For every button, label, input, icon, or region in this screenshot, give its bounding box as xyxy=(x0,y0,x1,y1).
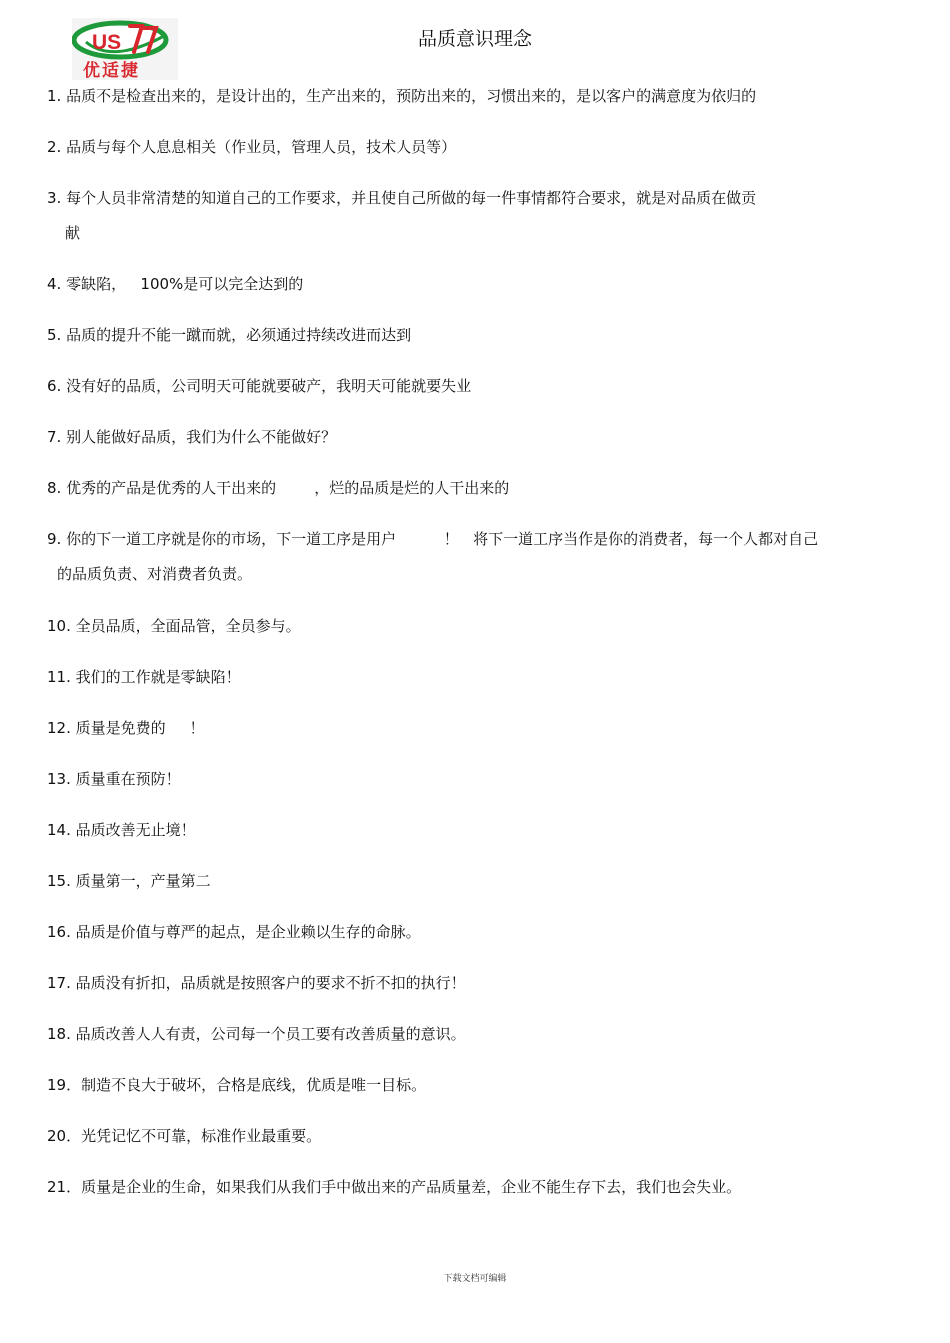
item-text: 质量是企业的生命，如果我们从我们手中做出来的产品质量差，企业不能生存下去，我们也会失业。 xyxy=(81,1178,742,1196)
item-text: 光凭记忆不可靠，标准作业最重要。 xyxy=(81,1127,322,1145)
list-item xyxy=(47,369,877,404)
list-item xyxy=(47,1017,877,1052)
item-number: 21． xyxy=(47,1178,82,1196)
item-text: 全员品质，全面品管，全员参与。 xyxy=(75,617,301,635)
item-number: 1. xyxy=(47,87,67,105)
item-number: 20． xyxy=(47,1127,82,1145)
footer-note: 下载文档可编辑 xyxy=(443,1274,507,1284)
item-text-continuation: 献 xyxy=(65,224,81,242)
item-number: 17. xyxy=(47,974,76,992)
item-number: 11. xyxy=(47,668,76,686)
logo-latin-text: US xyxy=(92,31,122,54)
item-number: 12. xyxy=(47,719,76,737)
item-number: 14. xyxy=(47,821,76,839)
item-text: 每个人员非常清楚的知道自己的工作要求，并且使自己所做的每一件事情都符合要求，就是对品质在做贡 xyxy=(66,189,757,207)
list-item xyxy=(47,130,877,165)
logo-chinese-text: 优适捷 xyxy=(83,61,140,80)
item-text: 品质与每个人息息相关（作业员，管理人员，技术人员等） xyxy=(66,138,457,156)
list-item xyxy=(47,471,877,506)
list-item xyxy=(47,1119,877,1154)
list-item xyxy=(47,813,877,848)
list-item xyxy=(47,79,877,114)
item-number: 16. xyxy=(47,923,76,941)
item-number: 5. xyxy=(47,326,67,344)
item-number: 7. xyxy=(47,428,67,446)
list-item xyxy=(47,267,877,302)
item-text: 品质是价值与尊严的起点，是企业赖以生存的命脉。 xyxy=(75,923,421,941)
item-text: 品质没有折扣，品质就是按照客户的要求不折不扣的执行！ xyxy=(75,974,466,992)
list-item xyxy=(47,609,877,644)
item-text: 品质改善人人有责，公司每一个员工要有改善质量的意识。 xyxy=(75,1025,466,1043)
list-item xyxy=(47,1170,877,1205)
list-item xyxy=(47,181,877,216)
item-text: 品质不是检查出来的，是设计出的，生产出来的，预防出来的，习惯出来的，是以客户的满意度为依归的 xyxy=(66,87,757,105)
item-number: 15. xyxy=(47,872,76,890)
item-number: 10. xyxy=(47,617,76,635)
item-text: 质量重在预防！ xyxy=(75,770,181,788)
item-number: 8. xyxy=(47,479,67,497)
item-text: 质量第一，产量第二 xyxy=(75,872,211,890)
list-item xyxy=(47,762,877,797)
item-number: 9. xyxy=(47,530,67,548)
item-number: 4. xyxy=(47,275,67,293)
item-text: 零缺陷， 100%是可以完全达到的 xyxy=(66,275,304,293)
item-text: 别人能做好品质，我们为什么不能做好？ xyxy=(66,428,337,446)
item-number: 2. xyxy=(47,138,67,156)
item-text: 没有好的品质，公司明天可能就要破产，我明天可能就要失业 xyxy=(66,377,472,395)
item-text-continuation: 的品质负责、对消费者负责。 xyxy=(57,565,253,583)
item-number: 13. xyxy=(47,770,76,788)
list-item xyxy=(47,711,877,746)
item-text: 制造不良大于破坏，合格是底线，优质是唯一目标。 xyxy=(81,1076,427,1094)
list-item xyxy=(47,660,877,695)
item-text: 你的下一道工序就是你的市场，下一道工序是用户 ！ 将下一道工序当作是你的消费者，每一个人都对自己 xyxy=(66,530,819,548)
item-text: 质量是免费的 ！ xyxy=(75,719,205,737)
list-item xyxy=(47,966,877,1001)
item-number: 3. xyxy=(47,189,67,207)
list-item xyxy=(47,420,877,455)
list-item xyxy=(47,522,877,557)
document-title: 品质意识理念 xyxy=(417,28,532,50)
item-text: 品质的提升不能一蹴而就，必须通过持续改进而达到 xyxy=(66,326,412,344)
item-number: 6. xyxy=(47,377,67,395)
item-text: 品质改善无止境！ xyxy=(75,821,196,839)
list-item xyxy=(47,1068,877,1103)
item-text: 我们的工作就是零缺陷！ xyxy=(75,668,241,686)
item-number: 18. xyxy=(47,1025,76,1043)
list-item xyxy=(47,864,877,899)
item-text: 优秀的产品是优秀的人干出来的 ，烂的品质是烂的人干出来的 xyxy=(66,479,510,497)
list-item xyxy=(47,318,877,353)
list-item xyxy=(47,915,877,950)
item-number: 19． xyxy=(47,1076,82,1094)
